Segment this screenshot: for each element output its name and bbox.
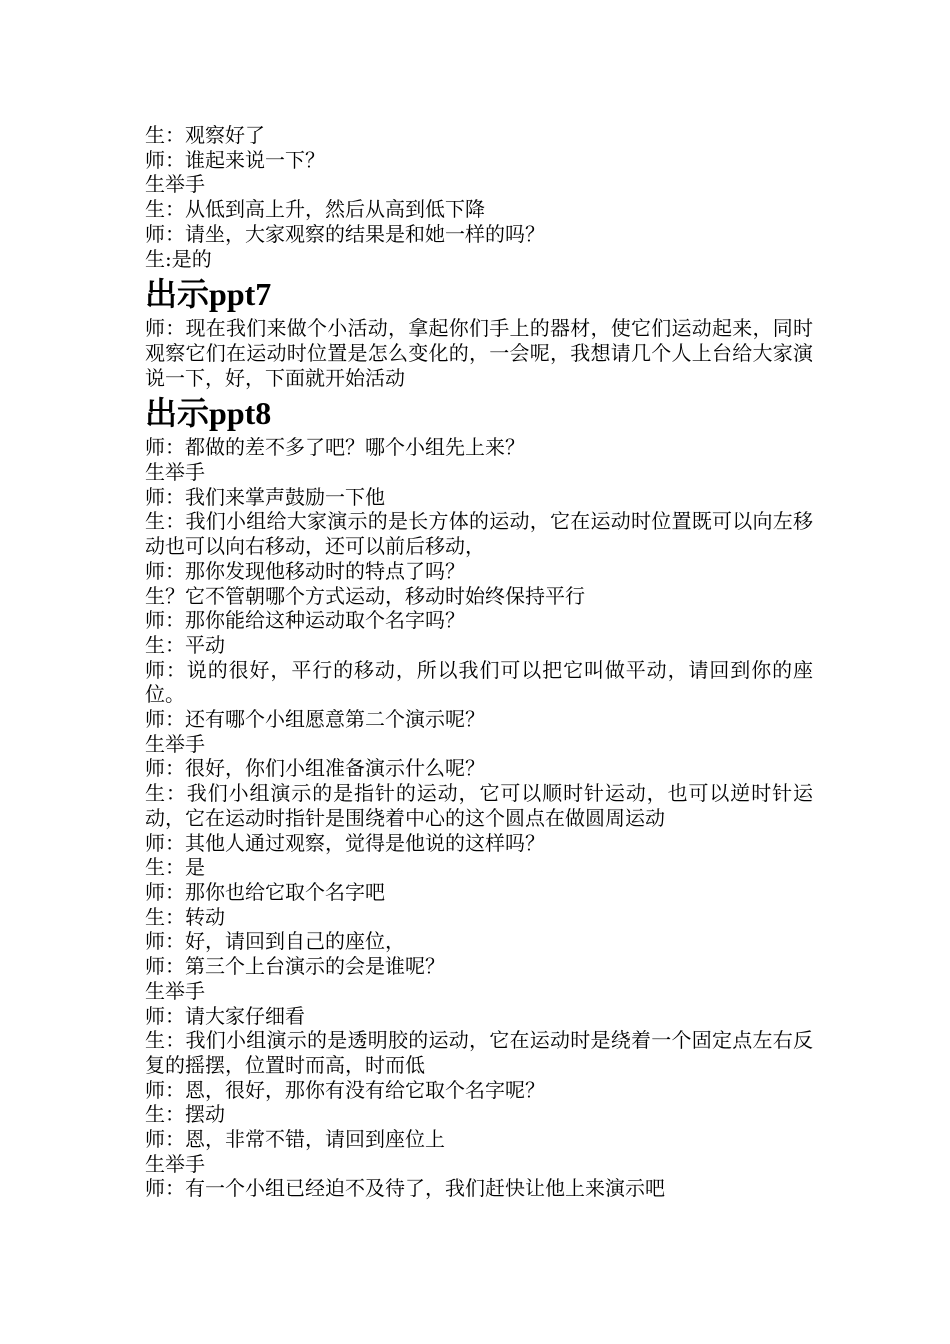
dialogue-line: 师：都做的差不多了吧？哪个小组先上来？ — [145, 435, 525, 460]
dialogue-line: 生举手 — [145, 1151, 205, 1176]
dialogue-block-2 — [145, 316, 813, 390]
dialogue-line: 生：观察好了 — [145, 123, 265, 147]
dialogue-line: 生：转动 — [145, 904, 225, 929]
dialogue-line: 师：第三个上台演示的会是谁呢？ — [145, 954, 445, 979]
dialogue-line: 生举手 — [145, 731, 205, 756]
dialogue-line: 生：我们小组演示的是指针的运动，它可以顺时针运动，也可以逆时针运动，它在运动时指针是围绕着中心的这个圆点在做圆周运动 — [145, 781, 813, 830]
dialogue-line: 师：那你也给它取个名字吧 — [145, 879, 385, 904]
dialogue-line: 生:是的 — [145, 246, 212, 271]
dialogue-line: 生：平动 — [145, 632, 225, 657]
dialogue-line: 生？它不管朝哪个方式运动，移动时始终保持平行 — [145, 583, 585, 608]
heading-latin: ppt8 — [209, 395, 272, 432]
dialogue-line: 师：说的很好，平行的移动，所以我们可以把它叫做平动，请回到你的座位。 — [145, 657, 813, 707]
document-page — [145, 123, 813, 1201]
dialogue-block-1 — [145, 123, 813, 271]
dialogue-line: 师：我们来掌声鼓励一下他 — [145, 484, 385, 509]
dialogue-line: 生：摆动 — [145, 1102, 225, 1127]
dialogue-line: 师：谁起来说一下？ — [145, 147, 325, 172]
section-heading-ppt8 — [145, 394, 813, 432]
dialogue-line: 师：很好，你们小组准备演示什么呢？ — [145, 756, 485, 781]
heading-cjk: 出示 — [145, 275, 210, 314]
dialogue-line: 师：请坐，大家观察的结果是和她一样的吗？ — [145, 221, 545, 246]
heading-cjk: 出示 — [145, 394, 210, 433]
dialogue-line: 生：是 — [145, 855, 205, 880]
dialogue-line: 师：恩，很好，那你有没有给它取个名字呢？ — [145, 1077, 545, 1102]
dialogue-line: 生：我们小组演示的是透明胶的运动，它在运动时是绕着一个固定点左右反复的摇摆，位置时而高，时而低 — [145, 1028, 813, 1077]
heading-latin: ppt7 — [209, 276, 272, 313]
dialogue-line: 师：那你发现他移动时的特点了吗？ — [145, 558, 465, 583]
dialogue-line: 生：从低到高上升，然后从高到低下降 — [145, 197, 485, 222]
dialogue-line: 师：请大家仔细看 — [145, 1003, 305, 1028]
dialogue-block-3 — [145, 435, 813, 1201]
dialogue-line: 生举手 — [145, 978, 205, 1003]
dialogue-line: 生举手 — [145, 172, 205, 197]
dialogue-line: 师：好，请回到自己的座位， — [145, 929, 405, 954]
dialogue-line: 师：有一个小组已经迫不及待了，我们赶快让他上来演示吧 — [145, 1176, 665, 1201]
dialogue-line: 生：我们小组给大家演示的是长方体的运动，它在运动时位置既可以向左移动也可以向右移动，还可以前后移动， — [145, 509, 813, 559]
dialogue-line: 师：恩，非常不错，请回到座位上 — [145, 1127, 445, 1152]
dialogue-line: 生举手 — [145, 460, 205, 485]
dialogue-line: 师：那你能给这种运动取个名字吗？ — [145, 608, 465, 633]
dialogue-line: 师：还有哪个小组愿意第二个演示呢？ — [145, 707, 485, 732]
dialogue-line: 师：其他人通过观察，觉得是他说的这样吗？ — [145, 830, 545, 855]
dialogue-line: 师：现在我们来做个小活动，拿起你们手上的器材，使它们运动起来，同时观察它们在运动时位置是怎么变化的，一会呢，我想请几个人上台给大家演说一下，好，下面就开始活动 — [145, 316, 813, 390]
section-heading-ppt7 — [145, 275, 813, 313]
